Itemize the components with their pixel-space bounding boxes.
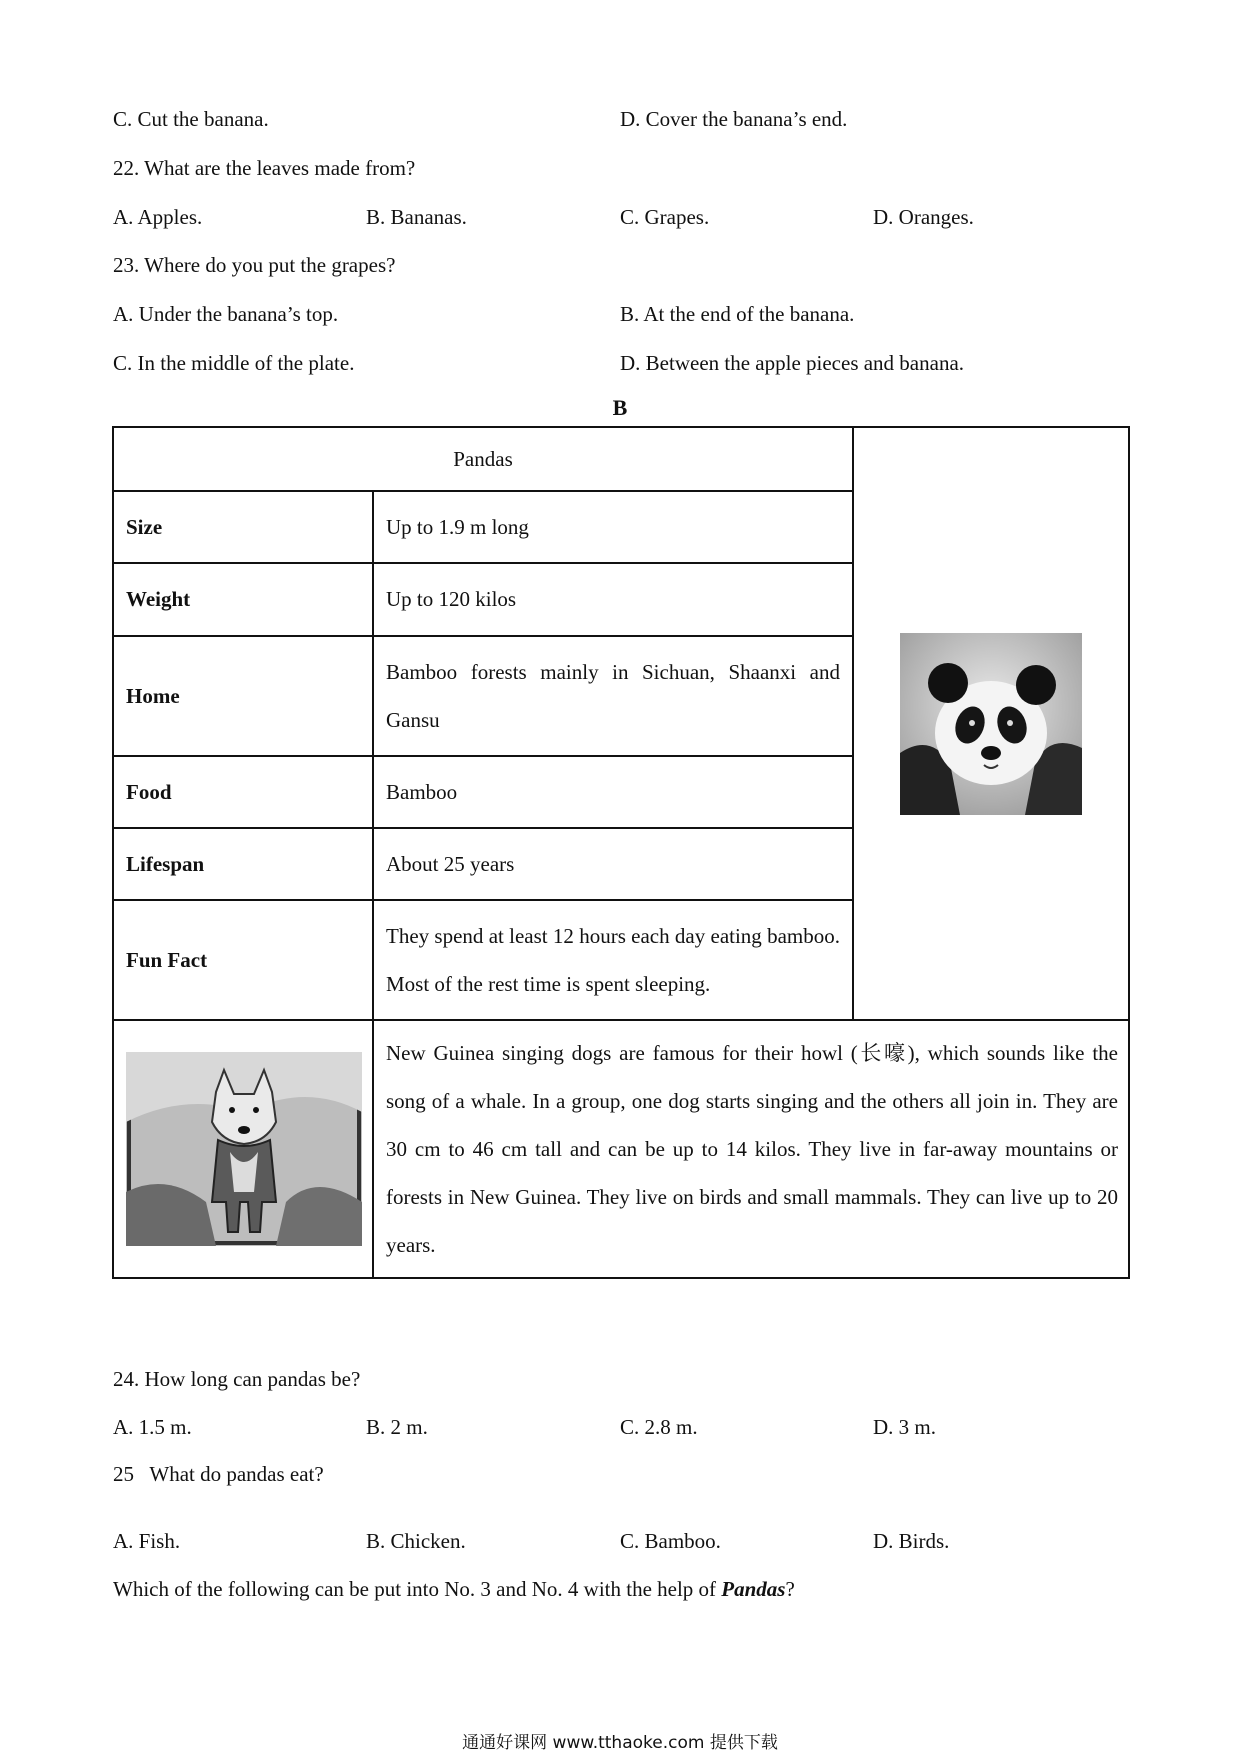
q21-option-c: C. Cut the banana. bbox=[113, 107, 269, 131]
pandas-info-table bbox=[112, 426, 1130, 1279]
row-label: Weight bbox=[113, 563, 373, 636]
page-footer: 通通好课网 www.tthaoke.com 提供下载 bbox=[462, 1733, 778, 1753]
row-label: Size bbox=[113, 491, 373, 563]
q22-option-c: C. Grapes. bbox=[620, 205, 710, 229]
row-value: Bamboo forests mainly in Sichuan, Shaanxi and Gansu bbox=[373, 636, 853, 756]
table-title: Pandas bbox=[113, 427, 853, 491]
row-label: Food bbox=[113, 756, 373, 828]
q24-option-c: C. 2.8 m. bbox=[620, 1415, 698, 1439]
row-value: Up to 1.9 m long bbox=[373, 491, 853, 563]
q24-option-d: D. 3 m. bbox=[873, 1415, 936, 1439]
q22-question: 22. What are the leaves made from? bbox=[113, 156, 416, 180]
dog-row bbox=[113, 1020, 1129, 1278]
row-label: Home bbox=[113, 636, 373, 756]
q22-option-d: D. Oranges. bbox=[873, 205, 974, 229]
section-b-heading: B bbox=[612, 395, 628, 420]
q24-option-b: B. 2 m. bbox=[366, 1415, 428, 1439]
row-label: Fun Fact bbox=[113, 900, 373, 1020]
dog-description: New Guinea singing dogs are famous for their howl (长嚎), which sounds like the song of a whale. In a group, one dog starts singing and the others all join in. They are 30 cm to 46 cm tall and can be up to 14 kilos. They live in far-away mountains or forests in New Guinea. They live on birds and small mammals. They can live up to 20 years. bbox=[373, 1020, 1129, 1278]
q23-question: 23. Where do you put the grapes? bbox=[113, 253, 396, 277]
q23-option-a: A. Under the banana’s top. bbox=[113, 302, 339, 326]
q25-option-b: B. Chicken. bbox=[366, 1529, 466, 1553]
panda-photo-cell bbox=[853, 427, 1129, 1020]
q25-question: 25 What do pandas eat? bbox=[113, 1462, 324, 1486]
row-value: They spend at least 12 hours each day eating bamboo. Most of the rest time is spent sleeping. bbox=[373, 900, 853, 1020]
row-value: About 25 years bbox=[373, 828, 853, 900]
q23-option-b: B. At the end of the banana. bbox=[620, 302, 855, 326]
q23-option-d: D. Between the apple pieces and banana. bbox=[620, 351, 965, 375]
row-label: Lifespan bbox=[113, 828, 373, 900]
q23-option-c: C. In the middle of the plate. bbox=[113, 351, 355, 375]
q22-option-b: B. Bananas. bbox=[366, 205, 467, 229]
row-value: Up to 120 kilos bbox=[373, 563, 853, 636]
q25-option-a: A. Fish. bbox=[113, 1529, 181, 1553]
panda-photo bbox=[900, 633, 1082, 815]
q26-question bbox=[113, 1576, 795, 1602]
q26-pandas-emphasis: Pandas bbox=[721, 1577, 786, 1601]
q24-question: 24. How long can pandas be? bbox=[113, 1367, 361, 1391]
q25-option-c: C. Bamboo. bbox=[620, 1529, 721, 1553]
q26-question-mark: ? bbox=[785, 1577, 795, 1601]
q21-option-d: D. Cover the banana’s end. bbox=[620, 107, 848, 131]
dog-photo bbox=[126, 1052, 362, 1246]
dog-photo-cell bbox=[113, 1020, 373, 1278]
q25-option-d: D. Birds. bbox=[873, 1529, 950, 1553]
q26-question-text: Which of the following can be put into No. 3 and No. 4 with the help of bbox=[113, 1577, 722, 1601]
q22-option-a: A. Apples. bbox=[113, 205, 203, 229]
q24-option-a: A. 1.5 m. bbox=[113, 1415, 192, 1439]
row-value: Bamboo bbox=[373, 756, 853, 828]
